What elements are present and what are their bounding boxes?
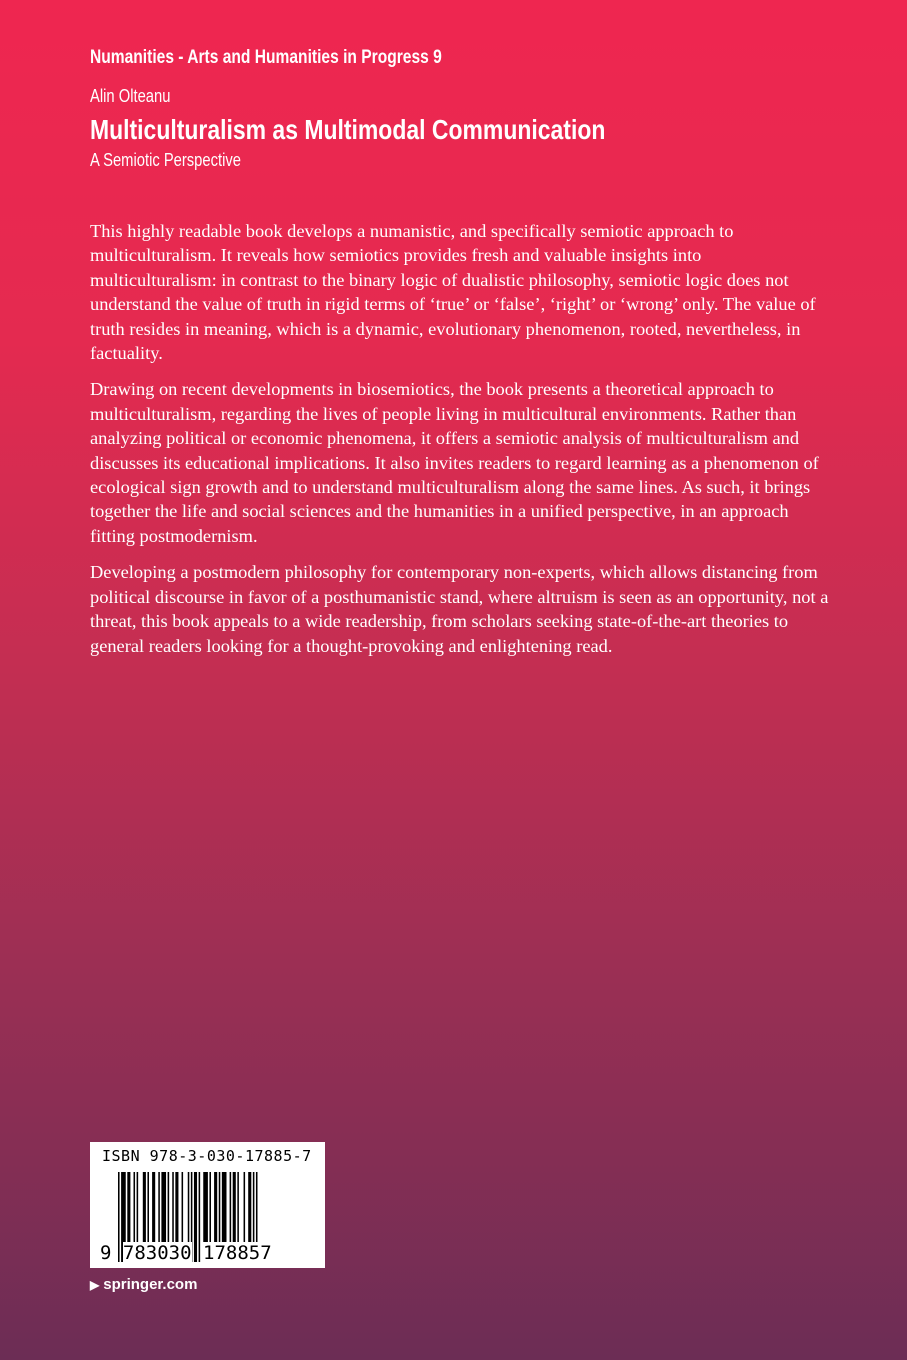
blurb-paragraph: This highly readable book develops a numanistic, and specifically semiotic approach to multiculturalism. It reveals how semiotics provides fresh and valuable insights into multiculturalism: in contrast to the binary logic of dualistic philosophy, semiotic logic does not understand the value of truth in rigid terms of ‘true’ or ‘false’, ‘right’ or ‘wrong’ only. The value of truth resides in meaning, which is a dynamic, evolutionary phenomenon, rooted, nevertheless, in factuality. [90,221,816,364]
isbn-barcode [90,1142,325,1268]
barcode-digits-right: 178857 [203,1242,272,1264]
barcode-digits [100,1242,272,1264]
publisher-link[interactable] [90,1276,197,1293]
blurb [90,219,830,670]
barcode-digits-left: 783030 [122,1242,192,1264]
barcode-digit-first: 9 [100,1242,112,1264]
blurb-paragraph: Developing a postmodern philosophy for contemporary non-experts, which allows distancing from political discourse in favor of a posthumanistic stand, where altruism is seen as an opportunity, not a threat, this book appeals to a wide readership, from scholars seeking state-of-the-art theories to general readers looking for a thought-provoking and enlightening read. [90,562,829,656]
book-title: Multiculturalism as Multimodal Communication [90,114,606,145]
play-arrow-icon: ▶ [90,1278,100,1292]
blurb-paragraph: Drawing on recent developments in biosemiotics, the book presents a theoretical approach to multiculturalism, regarding the lives of people living in multicultural environments. Rather than analyzing political or economic phenomena, it offers a semiotic analysis of multiculturalism and discusses its educational implications. It also invites readers to regard learning as a phenomenon of ecological sign growth and to understand multiculturalism along the same lines. As such, it brings together the life and social sciences and the humanities in a unified perspective, in an approach fitting postmodernism. [90,379,819,546]
series-title: Numanities - Arts and Humanities in Progress 9 [90,47,442,68]
author-name: Alin Olteanu [90,86,171,106]
book-subtitle: A Semiotic Perspective [90,150,241,170]
publisher-link-text: springer.com [103,1276,198,1293]
isbn-text: ISBN 978-3-030-17885-7 [102,1147,312,1165]
